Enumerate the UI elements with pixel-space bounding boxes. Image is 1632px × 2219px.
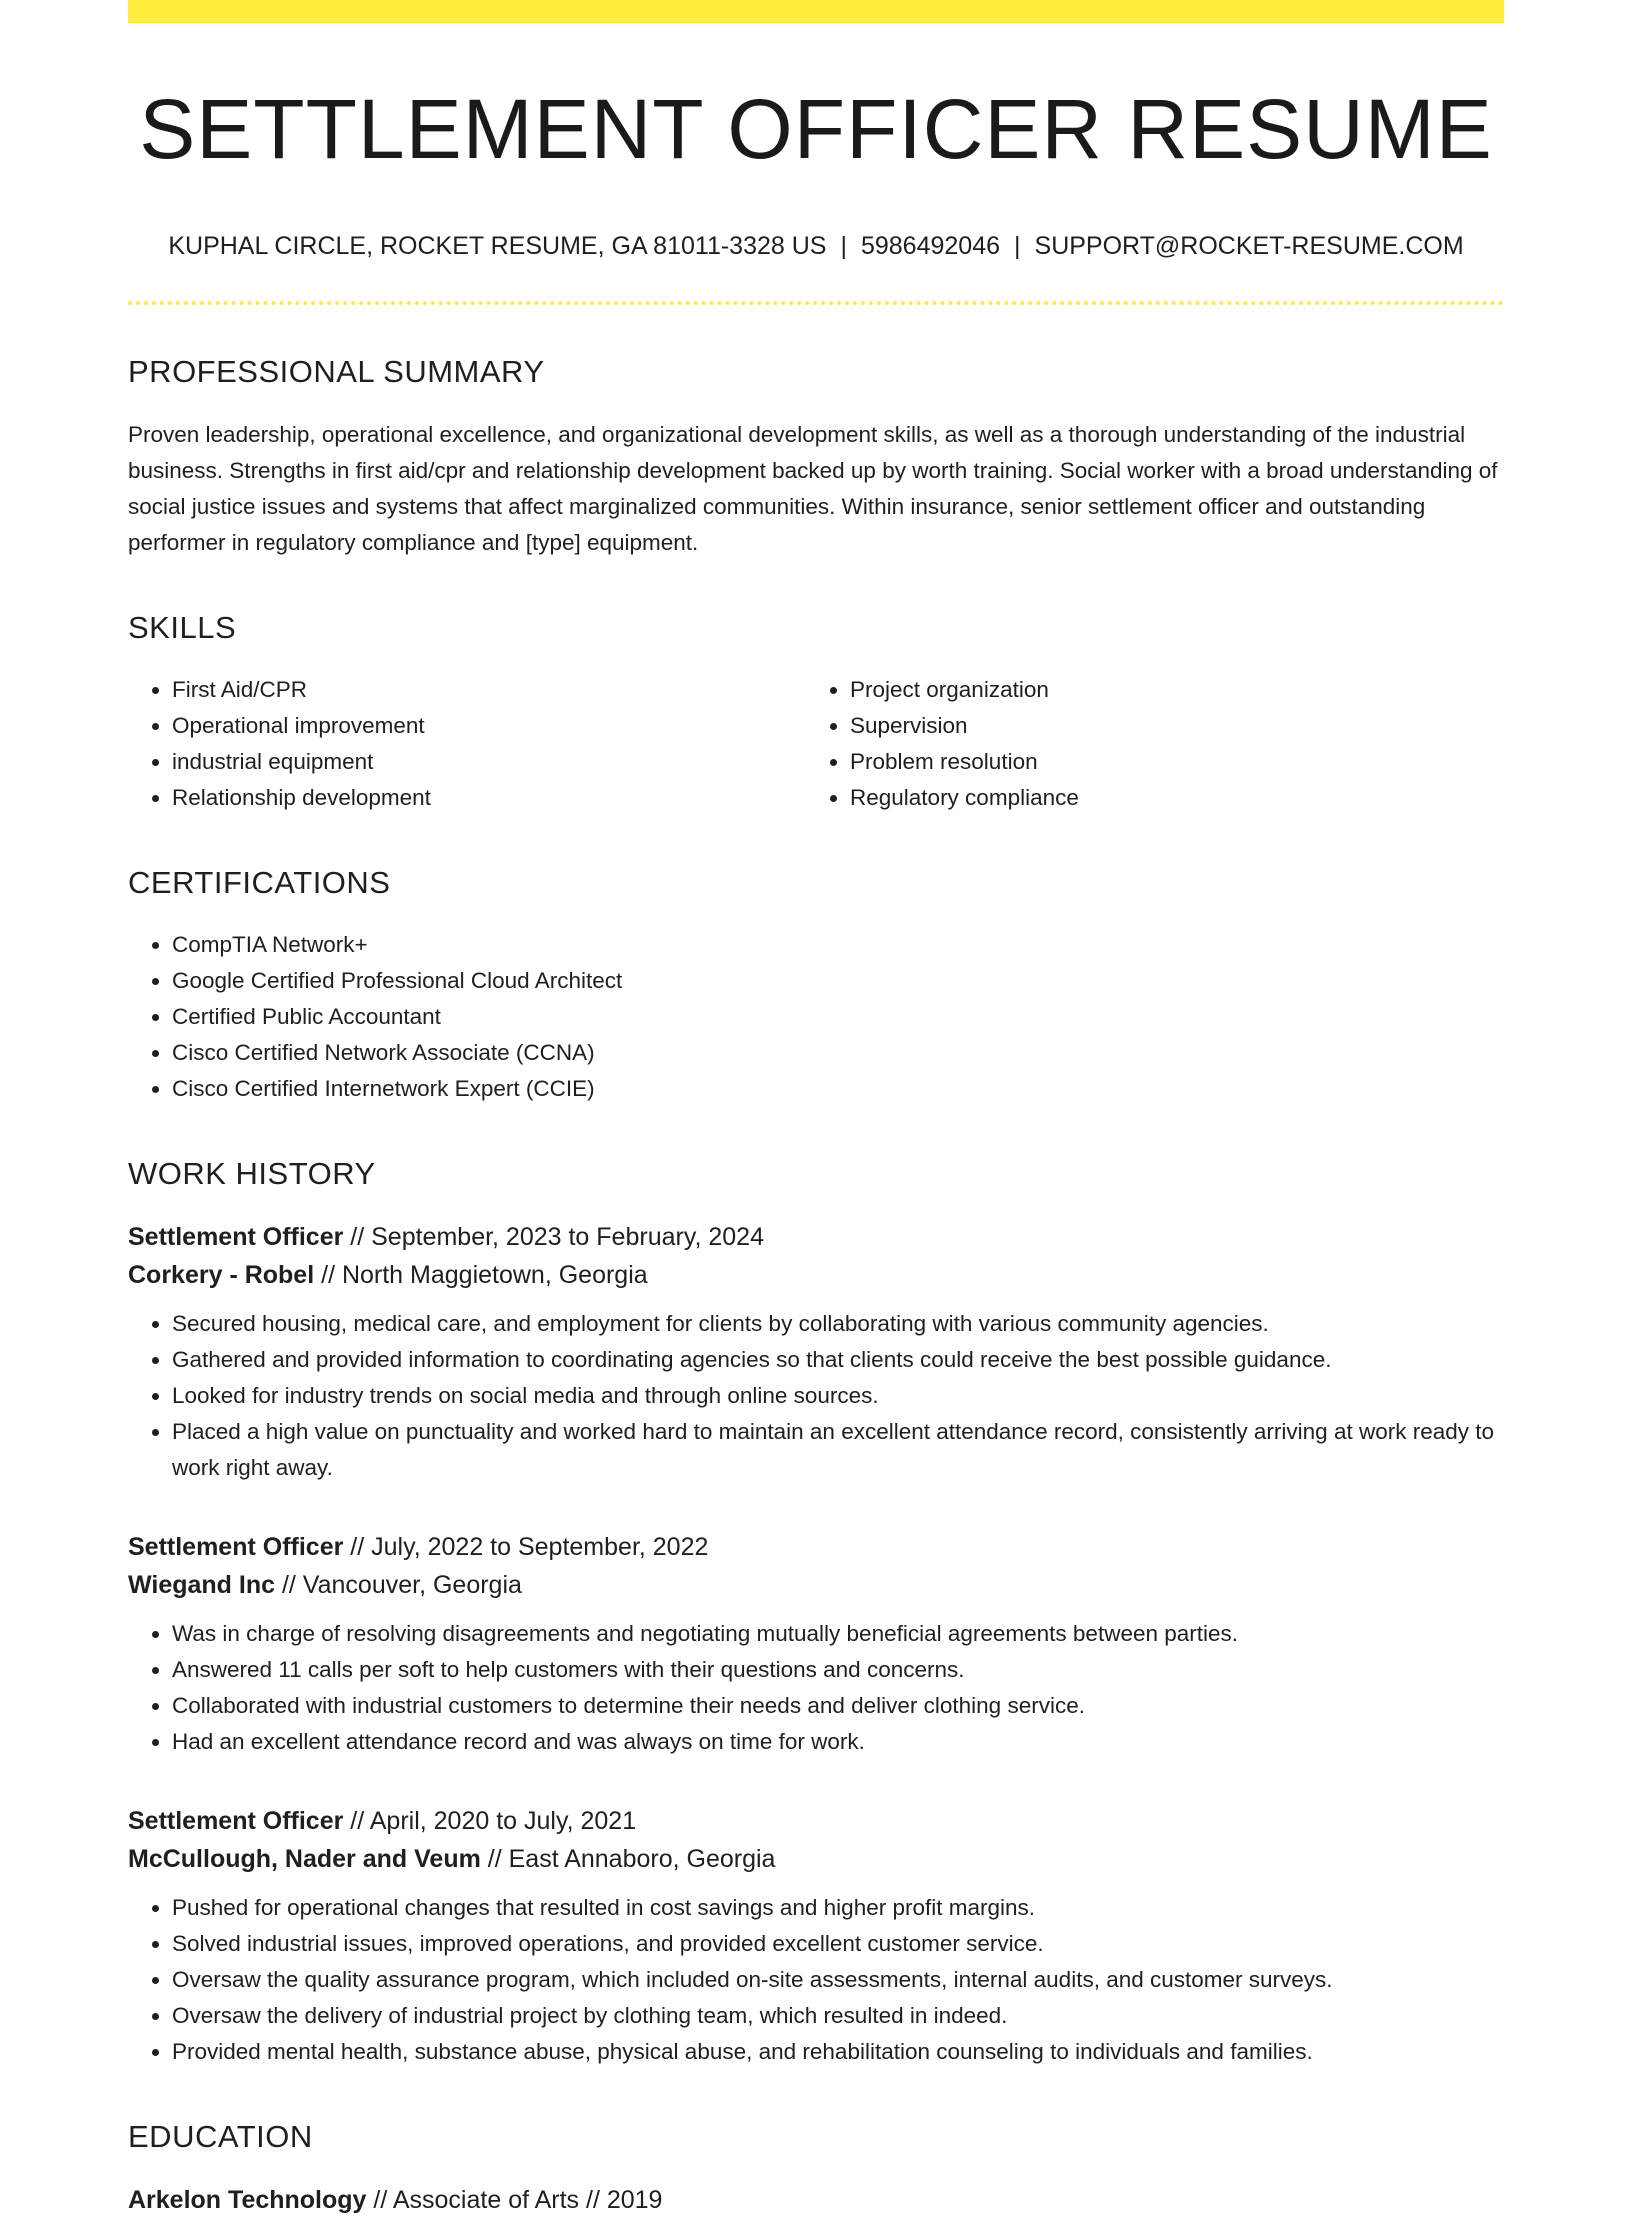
summary-section [128, 353, 1504, 560]
certifications-section [128, 864, 1504, 1107]
skills-list-left [128, 672, 806, 816]
job-bullets [128, 1616, 1504, 1760]
accent-top-bar [128, 0, 1504, 23]
job-company: Corkery - Robel [128, 1261, 315, 1290]
job-bullet: • Solved industrial issues, improved operations, and provided excellent customer service. [172, 1926, 1504, 1962]
job-bullets [128, 1890, 1504, 2070]
job-dates: // April, 2020 to July, 2021 [343, 1807, 637, 1836]
job-title: Settlement Officer [128, 1533, 344, 1562]
certification-item: • Cisco Certified Internetwork Expert (CCIE) [172, 1071, 1504, 1107]
skill-item: • First Aid/CPR [172, 672, 806, 708]
skill-item: • Supervision [850, 708, 1484, 744]
job-title: Settlement Officer [128, 1223, 344, 1252]
job-company-line [128, 1256, 1504, 1294]
job-bullet: • Had an excellent attendance record and was always on time for work. [172, 1724, 1504, 1760]
job-location: // North Maggietown, Georgia [314, 1261, 648, 1290]
certification-item: • Certified Public Accountant [172, 999, 1504, 1035]
contact-line [128, 231, 1504, 261]
contact-phone: 5986492046 [860, 232, 1001, 261]
contact-separator: | [1014, 232, 1021, 261]
job-bullet: • Placed a high value on punctuality and worked hard to maintain an excellent attendance record, consistently arriving at work ready to work right away. [172, 1414, 1504, 1486]
summary-heading: PROFESSIONAL SUMMARY [128, 354, 545, 390]
education-degree: // Associate of Arts // 2019 [366, 2186, 663, 2215]
job-title-line [128, 1218, 1504, 1256]
contact-separator: | [840, 232, 847, 261]
job-company-line [128, 1566, 1504, 1604]
job-entry [128, 1528, 1504, 1760]
skill-item: • Project organization [850, 672, 1484, 708]
job-bullet: • Looked for industry trends on social media and through online sources. [172, 1378, 1504, 1414]
job-dates: // September, 2023 to February, 2024 [343, 1223, 764, 1252]
job-bullet: • Answered 11 calls per soft to help customers with their questions and concerns. [172, 1652, 1504, 1688]
education-entry [128, 2181, 1504, 2219]
job-bullet: • Collaborated with industrial customers to determine their needs and deliver clothing service. [172, 1688, 1504, 1724]
certification-item: • Google Certified Professional Cloud Architect [172, 963, 1504, 999]
skill-item: • Operational improvement [172, 708, 806, 744]
work-history-section [128, 1155, 1504, 2070]
job-bullet: • Provided mental health, substance abuse, physical abuse, and rehabilitation counseling to individuals and families. [172, 2034, 1504, 2070]
job-company: Wiegand Inc [128, 1571, 276, 1600]
job-bullet: • Was in charge of resolving disagreements and negotiating mutually beneficial agreements between parties. [172, 1616, 1504, 1652]
summary-text: Proven leadership, operational excellence, and organizational development skills, as well as a thorough understanding of the industrial business. Strengths in first aid/cpr and relationship development backed up by worth training. Social worker with a broad understanding of social justice issues and systems that affect marginalized communities. Within insurance, senior settlement officer and outstanding performer in regulatory compliance and [type] equipment. [128, 421, 1498, 555]
job-company-line [128, 1840, 1504, 1878]
job-bullet: • Pushed for operational changes that resulted in cost savings and higher profit margins. [172, 1890, 1504, 1926]
job-title-line [128, 1802, 1504, 1840]
skills-left-column [128, 672, 806, 816]
education-section [128, 2118, 1504, 2219]
job-title-line [128, 1528, 1504, 1566]
job-entry [128, 1218, 1504, 1486]
job-bullet: • Gathered and provided information to coordinating agencies so that clients could receive the best possible guidance. [172, 1342, 1504, 1378]
job-entry [128, 1802, 1504, 2070]
job-location: // Vancouver, Georgia [275, 1571, 522, 1600]
work-history-heading: WORK HISTORY [128, 1155, 376, 1191]
skill-item: • industrial equipment [172, 744, 806, 780]
resume-title: SETTLEMENT OFFICER RESUME [139, 82, 1493, 176]
job-dates: // July, 2022 to September, 2022 [343, 1533, 709, 1562]
certifications-heading: CERTIFICATIONS [128, 864, 391, 900]
skills-section [128, 609, 1504, 816]
skills-right-column [806, 672, 1484, 816]
contact-email: SUPPORT@ROCKET-RESUME.COM [1034, 232, 1464, 261]
skill-item: • Regulatory compliance [850, 780, 1484, 816]
skill-item: • Problem resolution [850, 744, 1484, 780]
certification-item: • Cisco Certified Network Associate (CCNA) [172, 1035, 1504, 1071]
contact-address: KUPHAL CIRCLE, ROCKET RESUME, GA 81011-3328 US [168, 232, 827, 261]
job-company: McCullough, Nader and Veum [128, 1845, 481, 1874]
education-heading: EDUCATION [128, 2119, 313, 2155]
skill-item: • Relationship development [172, 780, 806, 816]
certification-item: • CompTIA Network+ [172, 927, 1504, 963]
skills-list-right [806, 672, 1484, 816]
job-bullet: • Oversaw the delivery of industrial project by clothing team, which resulted in indeed. [172, 1998, 1504, 2034]
job-title: Settlement Officer [128, 1807, 344, 1836]
job-bullet: • Secured housing, medical care, and employment for clients by collaborating with various community agencies. [172, 1306, 1504, 1342]
certifications-list [128, 927, 1504, 1107]
skills-grid [128, 672, 1504, 816]
skills-heading: SKILLS [128, 609, 237, 645]
resume-content [128, 0, 1504, 2219]
job-location: // East Annaboro, Georgia [480, 1845, 776, 1874]
job-bullets [128, 1306, 1504, 1486]
job-bullet: • Oversaw the quality assurance program, which included on-site assessments, internal audits, and customer surveys. [172, 1962, 1504, 1998]
dotted-divider [128, 301, 1504, 305]
education-school: Arkelon Technology [128, 2186, 367, 2215]
